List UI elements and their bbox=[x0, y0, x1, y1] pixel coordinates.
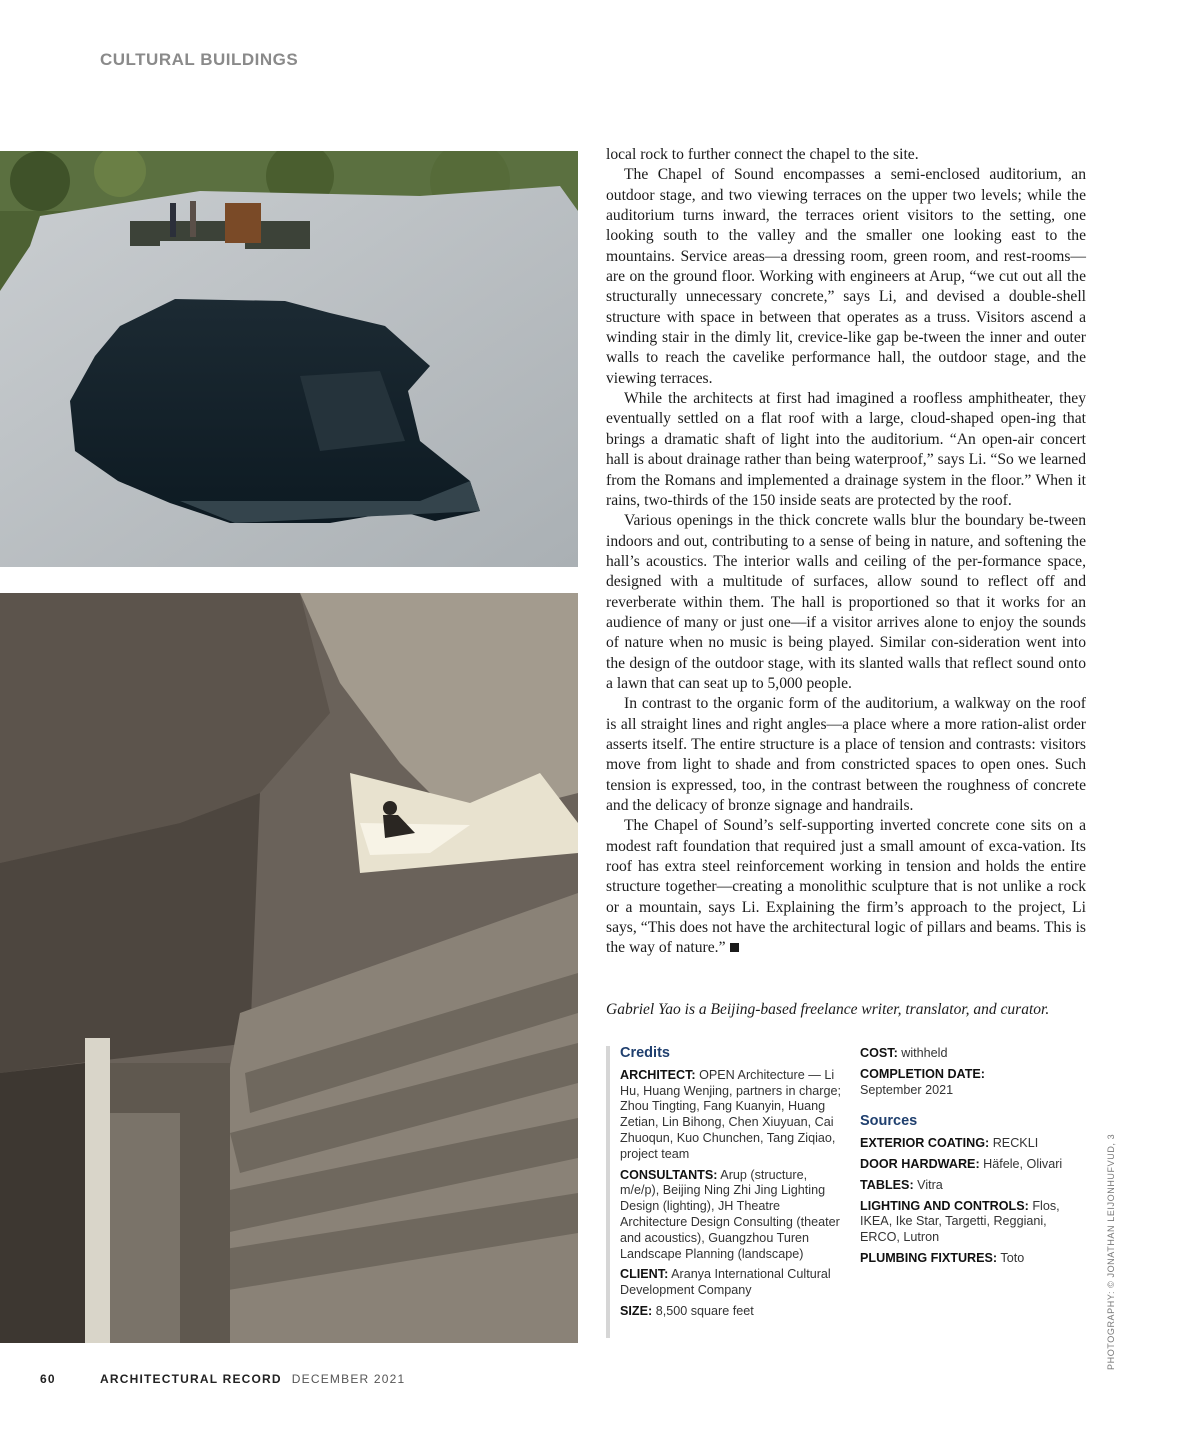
source-label: EXTERIOR COATING: bbox=[860, 1136, 990, 1151]
article-paragraph: While the architects at first had imagined a roofless amphitheater, they eventually settled on a flat roof with a large, cloud-shaped open-ing that brings a dramatic shaft of light into the auditorium. “An open-air concert hall is about drainage rather than being waterproof,” says Li. “So we learned from the Romans and implemented a drainage system in the floor.” When it rains, two-thirds of the 150 inside seats are protected by the roof. bbox=[606, 390, 1086, 509]
photo-aerial-roof bbox=[0, 151, 578, 567]
section-label: CULTURAL BUILDINGS bbox=[100, 50, 299, 69]
source-value: Vitra bbox=[917, 1177, 943, 1192]
page-footer bbox=[40, 1372, 405, 1386]
credit-label: COMPLETION DATE: bbox=[860, 1066, 985, 1081]
credit-entry-completion bbox=[860, 1067, 1080, 1099]
credit-label: ARCHITECT: bbox=[620, 1067, 696, 1082]
photo-credit: PHOTOGRAPHY: © JONATHAN LEIJONHUFVUD, 3 bbox=[1106, 1133, 1116, 1370]
aerial-roof-illustration bbox=[0, 151, 578, 567]
article-paragraph-last bbox=[606, 816, 1086, 958]
page-number: 60 bbox=[40, 1372, 56, 1386]
credits-box bbox=[606, 1046, 846, 1338]
article-paragraph: In contrast to the organic form of the auditorium, a walkway on the roof is all straight lines and right angles—a place where a more ration-alist order asserts itself. The entire structure is a place of tension and contrasts: visitors move from light to shade and from constricted spaces to open ones. Such tension is expressed, too, in the contrast between the roughness of concrete and the delicacy of bronze signage and handrails. bbox=[606, 695, 1086, 814]
source-entry bbox=[860, 1157, 1080, 1173]
credit-label: CLIENT: bbox=[620, 1267, 669, 1282]
source-value: Toto bbox=[1000, 1250, 1025, 1265]
last-paragraph-text: The Chapel of Sound’s self-supporting inverted concrete cone sits on a modest raft foundation that required just a small amount of exca-vation. Its roof has extra steel reinforcement working in tension and holds the entire structure together—creating a monolithic sculpture that is not unlike a rock or a mountain, says Li. Explaining the firm’s approach to the project, Li says, “This does not have the architectural logic of pillars and beams. This is the way of nature.” bbox=[606, 817, 1086, 957]
credit-label: SIZE: bbox=[620, 1303, 653, 1318]
sources-title: Sources bbox=[860, 1113, 918, 1130]
credit-entry-consultants bbox=[620, 1168, 846, 1263]
source-value: RECKLI bbox=[992, 1136, 1039, 1151]
source-value: Häfele, Olivari bbox=[983, 1156, 1063, 1171]
credit-label: CONSULTANTS: bbox=[620, 1167, 718, 1182]
credit-value: Arup (structure, m/e/p), Beijing Ning Zhi Jing Lighting Design (lighting), JH Theatre Architecture Design Consulting (theater and acoustics), Guangzhou Turen Landscape Planning (landscape) bbox=[620, 1167, 840, 1261]
source-label: DOOR HARDWARE: bbox=[860, 1156, 980, 1171]
source-label: LIGHTING AND CONTROLS: bbox=[860, 1198, 1029, 1213]
credit-value: 8,500 square feet bbox=[655, 1303, 754, 1318]
credit-value: September 2021 bbox=[860, 1082, 954, 1097]
credit-entry-cost bbox=[860, 1046, 1080, 1062]
publication-name: ARCHITECTURAL RECORD bbox=[100, 1372, 282, 1386]
credit-entry-client bbox=[620, 1267, 846, 1299]
end-mark-icon bbox=[730, 943, 739, 952]
photo-interior-hall bbox=[0, 593, 578, 1343]
article-paragraph: Various openings in the thick concrete walls blur the boundary be-tween indoors and out, contributing to a sense of being in nature, and softening the hall’s acoustics. The interior walls and ceiling of the per-formance space, designed with a multitude of surfaces, allow sound to reflect off and reverberate within them. The hall is proportioned so that it works for an audience of many or just one—if a visitor arrives alone to enjoy the sounds of nature when no music is being played. Similar con-sideration went into the design of the outdoor stage, with its slanted walls that reflect sound onto a lawn that can seat up to 5,000 people. bbox=[606, 512, 1086, 692]
source-entry bbox=[860, 1178, 1080, 1194]
source-entry bbox=[860, 1199, 1080, 1246]
credit-entry-size bbox=[620, 1304, 846, 1320]
credits-title: Credits bbox=[620, 1045, 670, 1061]
source-label: TABLES: bbox=[860, 1177, 914, 1192]
author-byline: Gabriel Yao is a Beijing-based freelance writer, translator, and curator. bbox=[606, 1001, 1050, 1018]
source-label: PLUMBING FIXTURES: bbox=[860, 1250, 998, 1265]
source-entry bbox=[860, 1136, 1080, 1152]
issue-date: DECEMBER 2021 bbox=[291, 1372, 406, 1386]
credit-value: OPEN Architecture — Li Hu, Huang Wenjing, partners in charge; Zhou Tingting, Fang Kuanyin, Huang Zetian, Lin Bihong, Chen Xiuyuan, Cai Zhuoqun, Kuo Chunchen, Tang Ziqiao, project team bbox=[620, 1067, 841, 1161]
source-value: Flos, IKEA, Ike Star, Targetti, Reggiani, ERCO, Lutron bbox=[860, 1198, 1060, 1245]
credit-label: COST: bbox=[860, 1046, 898, 1060]
credits-right-column bbox=[860, 1046, 1080, 1272]
article-paragraph: local rock to further connect the chapel to the site. bbox=[606, 146, 919, 163]
credit-value: withheld bbox=[901, 1046, 948, 1060]
source-entry bbox=[860, 1251, 1080, 1267]
sources-box bbox=[860, 1114, 1080, 1266]
credit-value: Aranya International Cultural Development Company bbox=[620, 1267, 831, 1298]
credit-entry-architect bbox=[620, 1068, 846, 1163]
article-paragraph: The Chapel of Sound encompasses a semi-enclosed auditorium, an outdoor stage, and two viewing terraces on the upper two levels; while the auditorium turns inward, the terraces orient visitors to the setting, one looking south to the valley and the smaller one looking east to the mountains. Service areas—a dressing room, green room, and rest-rooms—are on the ground floor. Working with engineers at Arup, “we cut out all the structurally unnecessary concrete,” says Li, and devised a double-shell structure with space in between that operates as a truss. Visitors ascend a winding stair in the dimly lit, crevice-like gap be-tween the inner and outer walls to reach the cavelike performance hall, the outdoor stage, and the viewing terraces. bbox=[606, 166, 1086, 387]
interior-hall-illustration bbox=[0, 593, 578, 1343]
article-body bbox=[606, 145, 1086, 959]
